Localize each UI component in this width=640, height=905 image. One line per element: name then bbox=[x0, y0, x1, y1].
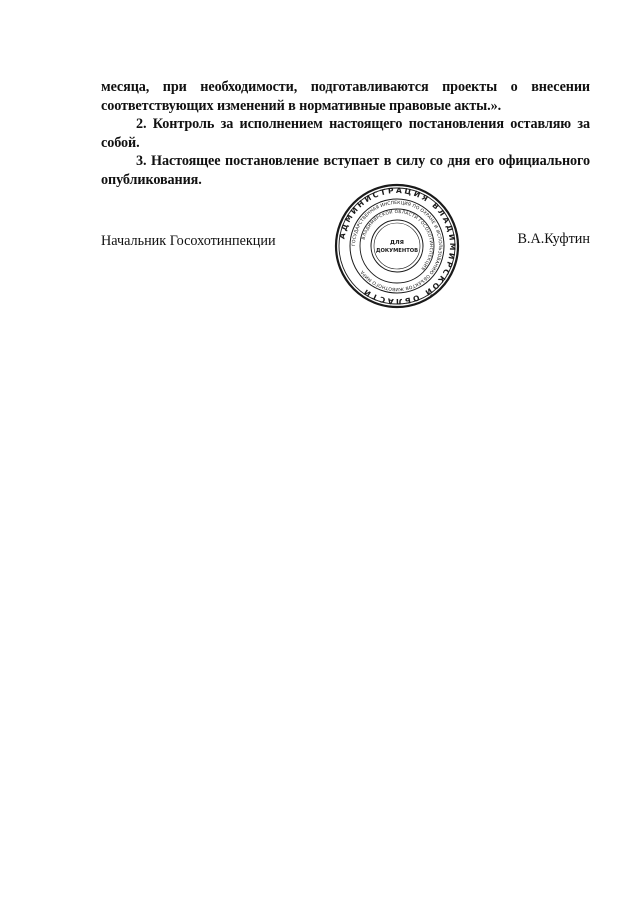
stamp-outer-text: АДМИНИСТРАЦИЯ ВЛАДИМИРСКОЙ ОБЛАСТИ bbox=[337, 185, 458, 307]
paragraph-control: 2. Контроль за исполнением настоящего постановления оставляю за собой. bbox=[101, 116, 590, 151]
official-stamp bbox=[334, 183, 460, 309]
paragraph-effective-date: 3. Настоящее постановление вступает в силу со дня его официального опубликования. bbox=[101, 153, 590, 188]
stamp-inner-text: ВЛАДИМИРСКОЙ ОБЛАСТИ ГОСОХОТИНСПЕКЦИЯ bbox=[361, 209, 434, 271]
signatory-position: Начальник Госохотинпекции bbox=[101, 233, 276, 249]
signatory-name: В.А.Куфтин bbox=[517, 231, 590, 247]
document-body bbox=[101, 78, 590, 190]
stamp-center-line-2: ДОКУМЕНТОВ bbox=[375, 248, 419, 254]
stamp-middle-text: ГОСУДАРСТВЕННАЯ ИНСПЕКЦИЯ ПО ОХРАНЕ И ИСПОЛЬЗОВАНИЮ ОБЪЕКТОВ ЖИВОТНОГО МИРА bbox=[351, 200, 443, 292]
stamp-center-line-1: ДЛЯ bbox=[390, 240, 404, 246]
paragraph-continuation: месяца, при необходимости, подготавливаются проекты о внесении соответствующих изменений в нормативные правовые акты.». bbox=[101, 79, 590, 114]
